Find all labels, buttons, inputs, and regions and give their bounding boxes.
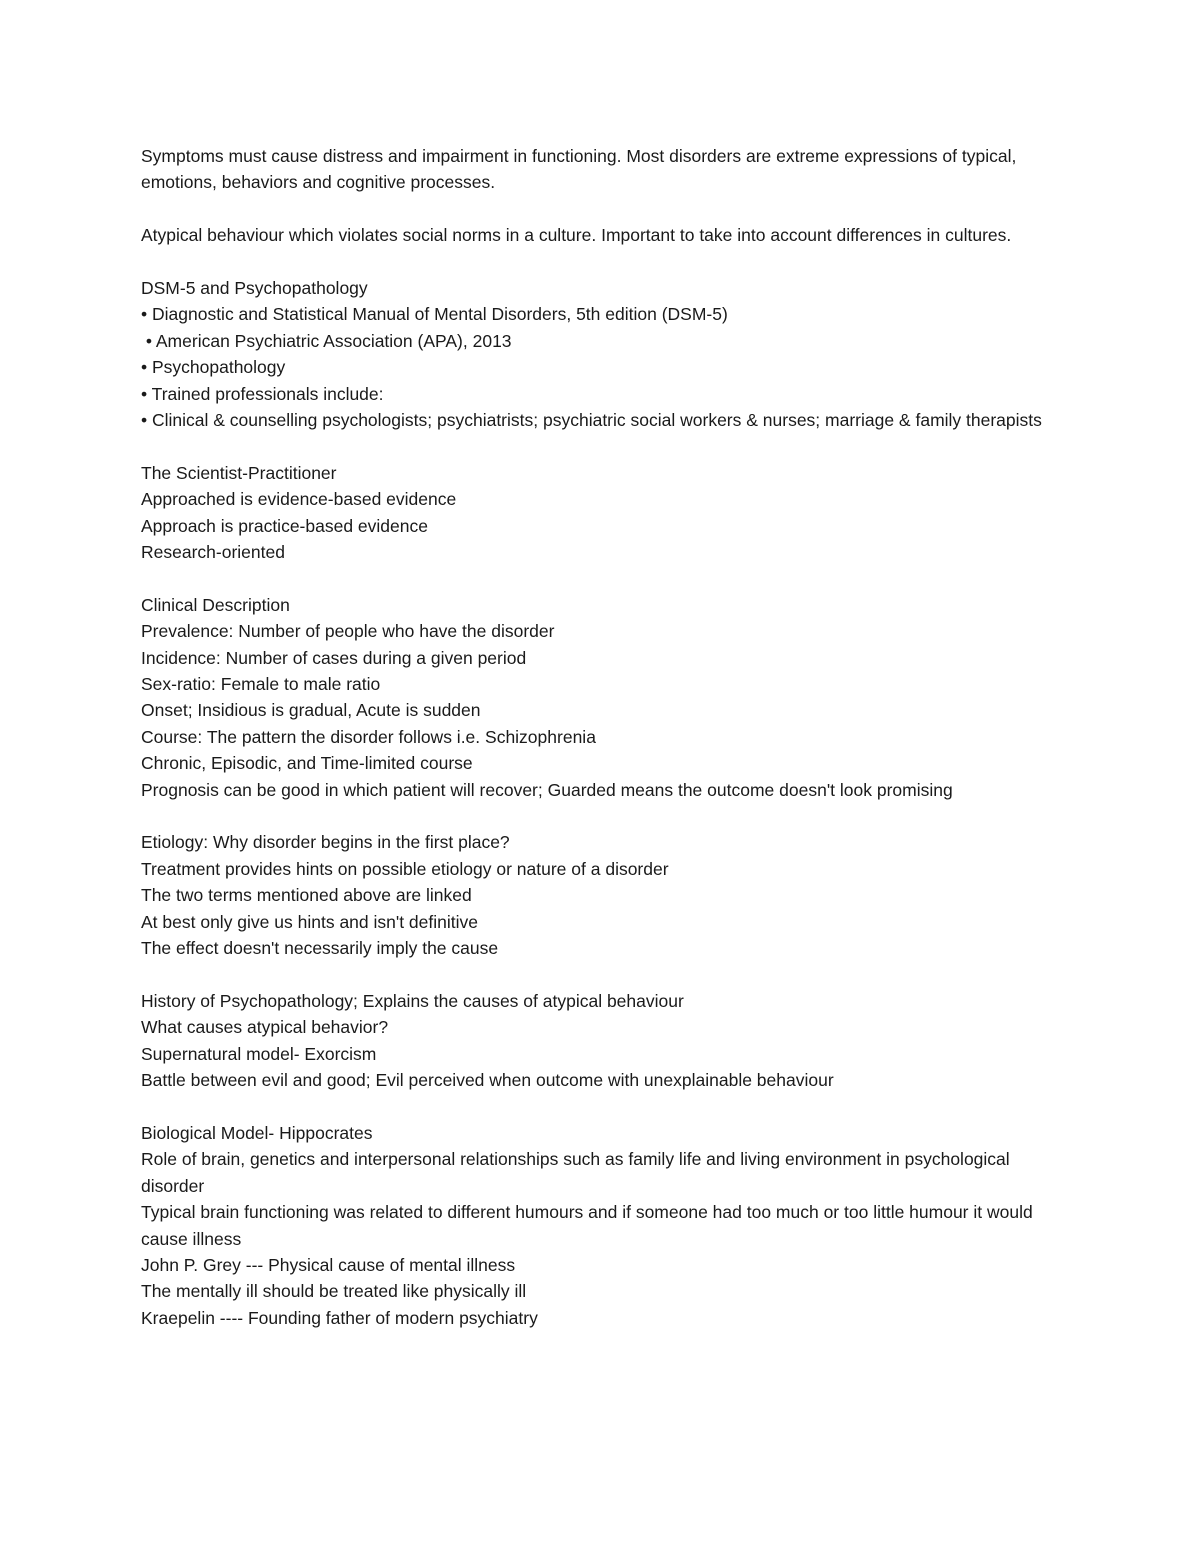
paragraph-gap xyxy=(141,249,1061,275)
bullet-psychopathology: • Psychopathology xyxy=(141,357,286,378)
bullet-apa: • American Psychiatric Association (APA), 2013 xyxy=(141,330,512,351)
line-practice-based: Approach is practice-based evidence xyxy=(141,515,428,536)
line-role-of-brain: Role of brain, genetics and interpersonal relationships such as family life and living environment in psychological disorder xyxy=(141,1149,1010,1196)
heading-history: History of Psychopathology; Explains the causes of atypical behaviour xyxy=(141,990,684,1011)
line-effect-cause: The effect doesn't necessarily imply the cause xyxy=(141,938,499,959)
line-mentally-ill: The mentally ill should be treated like physically ill xyxy=(141,1281,527,1302)
paragraph-gap xyxy=(141,803,1061,829)
heading-scientist-practitioner: The Scientist-Practitioner xyxy=(141,462,337,483)
line-supernatural-model: Supernatural model- Exorcism xyxy=(141,1043,377,1064)
heading-biological-model: Biological Model- Hippocrates xyxy=(141,1122,373,1143)
line-battle-evil-good: Battle between evil and good; Evil perceived when outcome with unexplainable behaviour xyxy=(141,1070,834,1091)
bullet-trained-professionals: • Trained professionals include: xyxy=(141,383,384,404)
line-not-definitive: At best only give us hints and isn't definitive xyxy=(141,911,479,932)
paragraph-gap xyxy=(141,565,1061,591)
document-body xyxy=(141,143,1061,1331)
bullet-dsm-manual: • Diagnostic and Statistical Manual of Mental Disorders, 5th edition (DSM-5) xyxy=(141,304,728,325)
line-what-causes: What causes atypical behavior? xyxy=(141,1017,389,1038)
line-prognosis: Prognosis can be good in which patient will recover; Guarded means the outcome doesn't look promising xyxy=(141,779,953,800)
heading-clinical-description: Clinical Description xyxy=(141,594,290,615)
paragraph-gap xyxy=(141,962,1061,988)
heading-etiology: Etiology: Why disorder begins in the first place? xyxy=(141,832,510,853)
line-incidence: Incidence: Number of cases during a given period xyxy=(141,647,527,668)
paragraph-gap xyxy=(141,196,1061,222)
line-treatment-hints: Treatment provides hints on possible etiology or nature of a disorder xyxy=(141,858,669,879)
line-research-oriented: Research-oriented xyxy=(141,542,285,563)
line-prevalence: Prevalence: Number of people who have the disorder xyxy=(141,621,555,642)
heading-dsm5: DSM-5 and Psychopathology xyxy=(141,278,368,298)
paragraph-symptoms: Symptoms must cause distress and impairment in functioning. Most disorders are extreme expressions of typical, emotions, behaviors and cognitive processes. xyxy=(141,146,1017,193)
bullet-clinical-counselling: • Clinical & counselling psychologists; psychiatrists; psychiatric social workers & nurses; marriage & family therapists xyxy=(141,410,1042,431)
paragraph-gap xyxy=(141,433,1061,459)
line-course: Course: The pattern the disorder follows i.e. Schizophrenia xyxy=(141,726,596,747)
line-john-grey: John P. Grey --- Physical cause of mental illness xyxy=(141,1254,516,1275)
line-onset: Onset; Insidious is gradual, Acute is sudden xyxy=(141,700,481,721)
line-terms-linked: The two terms mentioned above are linked xyxy=(141,885,472,906)
line-course-types: Chronic, Episodic, and Time-limited course xyxy=(141,753,473,774)
paragraph-atypical-behaviour: Atypical behaviour which violates social norms in a culture. Important to take into account differences in cultures. xyxy=(141,225,1012,246)
line-humours: Typical brain functioning was related to different humours and if someone had too much or too little humour it would cause illness xyxy=(141,1202,1033,1249)
line-evidence-based: Approached is evidence-based evidence xyxy=(141,489,457,510)
paragraph-gap xyxy=(141,1094,1061,1120)
line-kraepelin: Kraepelin ---- Founding father of modern psychiatry xyxy=(141,1307,538,1328)
line-sex-ratio: Sex-ratio: Female to male ratio xyxy=(141,674,381,695)
